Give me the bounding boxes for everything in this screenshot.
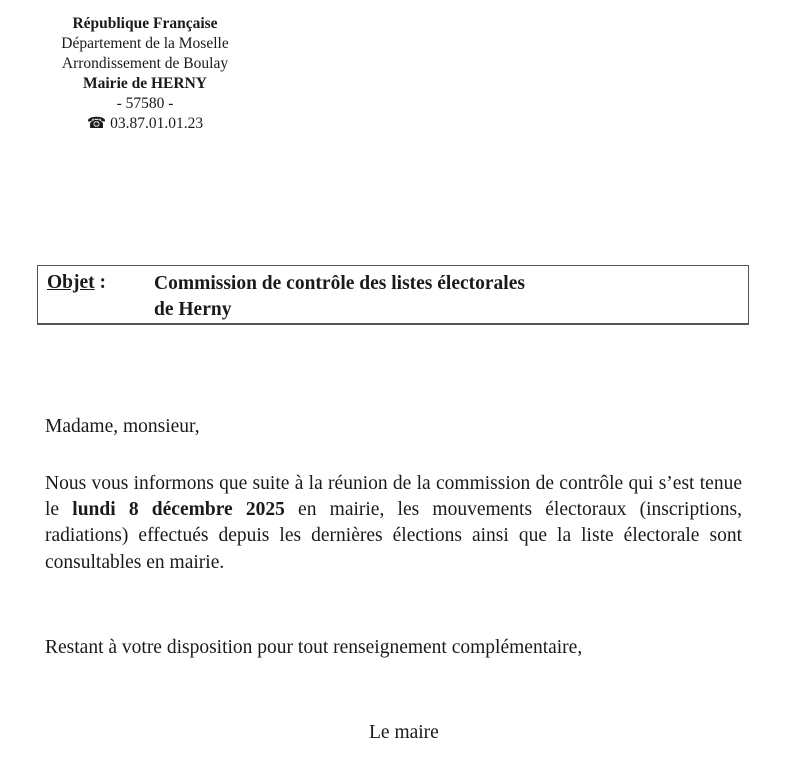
telephone-icon: ☎: [86, 115, 107, 132]
para-text-2: en mairie, les mouvements électoraux (inscriptions, radiations) effectués depuis les dernières élections ainsi que la liste électorale sont consultables en mairie.: [45, 499, 743, 573]
header-phone-line: [40, 114, 250, 134]
subject-label: [47, 272, 106, 294]
letterhead: [40, 14, 250, 134]
subject-text: [154, 271, 525, 323]
header-postcode: - 57580 -: [116, 95, 174, 112]
header-republic: République Française: [72, 15, 218, 32]
closing-line: Restant à votre disposition pour tout renseignement complémentaire,: [45, 637, 583, 658]
subject-line-1: Commission de contrôle des listes électorales: [154, 273, 525, 294]
subject-box: [37, 265, 749, 325]
signature: Le maire: [369, 722, 439, 743]
meeting-date: lundi 8 décembre 2025: [72, 499, 285, 521]
header-mairie: Mairie de HERNY: [83, 75, 207, 92]
body-paragraph: [45, 471, 742, 576]
header-phone: 03.87.01.01.23: [110, 115, 204, 132]
subject-label-text: Objet: [47, 272, 95, 293]
header-arrondissement: Arrondissement de Boulay: [61, 55, 229, 72]
para-text-1: Nous vous informons que suite à la réunion de la commission de contrôle qui s’est tenue le: [45, 473, 742, 521]
subject-line-2: de Herny: [154, 299, 232, 320]
salutation: Madame, monsieur,: [45, 416, 200, 437]
subject-colon: :: [94, 272, 107, 293]
header-department: Département de la Moselle: [61, 35, 229, 52]
